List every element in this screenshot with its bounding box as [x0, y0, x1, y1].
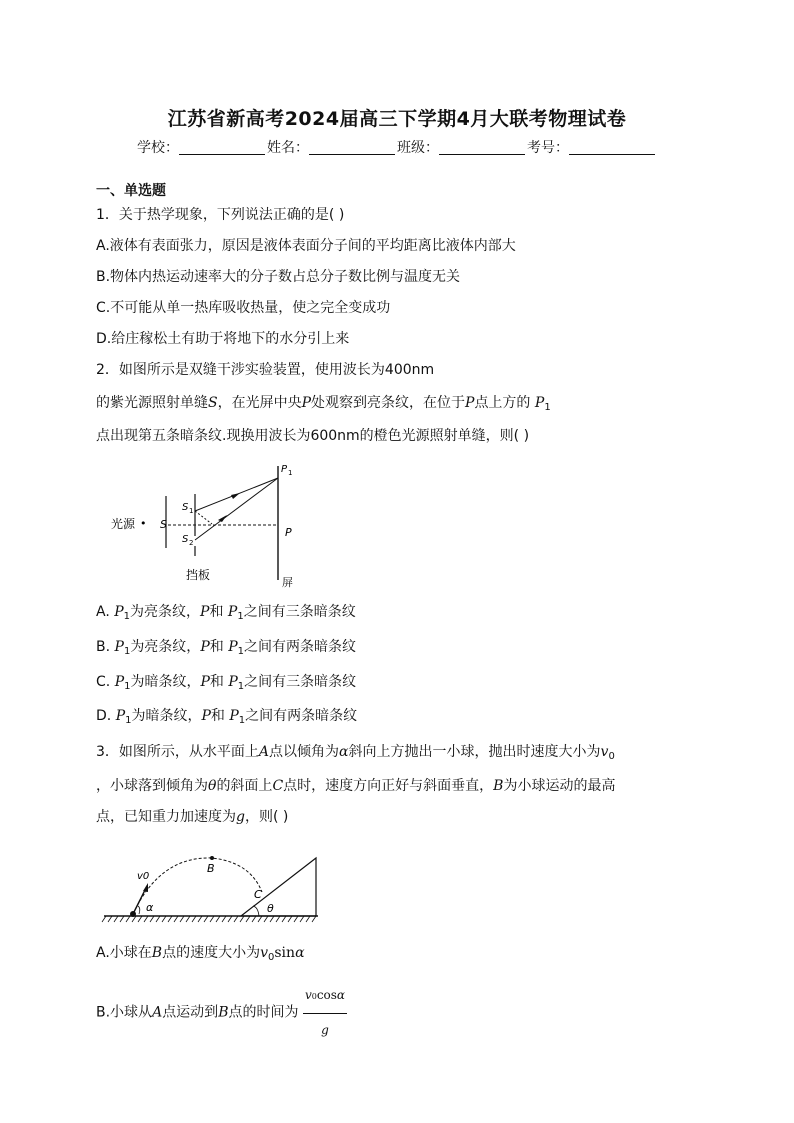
fig-screen-label: 屏	[282, 576, 293, 589]
section-heading: 一、单选题	[96, 183, 166, 199]
q2-option-b: B. $P_1$为亮条纹，P和 $P_1$之间有两条暗条纹	[96, 639, 356, 657]
double-slit-figure	[100, 458, 320, 590]
q3-option-b: B.小球从A点运动到B点的时间为 $\frac{v0\cos\alpha}{g}$	[96, 980, 347, 1045]
svg-text:P: P	[285, 526, 292, 539]
school-blank[interactable]	[179, 140, 265, 155]
svg-text:v0: v0	[137, 871, 150, 882]
q2-option-c: C. $P_1$为暗条纹，P和 $P_1$之间有三条暗条纹	[96, 674, 357, 692]
fig-baffle-label: 挡板	[186, 568, 211, 582]
q2-stem-line1: 2．如图所示是双缝干涉实验装置，使用波长为400nm	[96, 362, 435, 378]
q1-stem: 1．关于热学现象，下列说法正确的是( )	[96, 207, 345, 223]
q3-option-a: A.小球在B点的速度大小为$v_0\sin\alpha$	[96, 945, 305, 963]
q3-stem-line3: 点，已知重力加速度为g，则( )	[96, 809, 289, 825]
school-label: 学校：	[137, 140, 179, 156]
svg-text:α: α	[146, 901, 154, 914]
time-fraction: $\frac{v0\cos\alpha}{g}$	[303, 980, 347, 1045]
projectile-figure	[100, 848, 330, 930]
svg-text:C: C	[254, 888, 262, 901]
q2-option-a: A. $P_1$为亮条纹，P和 $P_1$之间有三条暗条纹	[96, 604, 356, 622]
class-blank[interactable]	[439, 140, 525, 155]
svg-text:1: 1	[288, 469, 293, 477]
q1-option-b: B.物体内热运动速率大的分子数占总分子数比例与温度无关	[96, 269, 461, 285]
q2-option-d: D. $P_1$为暗条纹，P和 $P_1$之间有两条暗条纹	[96, 708, 358, 726]
class-label: 班级：	[397, 140, 439, 156]
q1-option-d: D.给庄稼松土有助于将地下的水分引上来	[96, 331, 350, 347]
svg-text:2: 2	[189, 539, 194, 547]
svg-text:θ: θ	[267, 902, 274, 915]
fig-source-label: 光源	[111, 517, 136, 531]
svg-text:B: B	[207, 862, 215, 875]
student-info-row	[0, 137, 794, 157]
svg-text:1: 1	[189, 507, 194, 515]
ground-hatch	[102, 916, 316, 922]
q2-stem-line2: 的紫光源照射单缝S，在光屏中央P处观察到亮条纹，在位于P点上方的 $P_1$	[96, 395, 551, 413]
svg-text:S: S	[160, 518, 167, 531]
exam-title: 江苏省新高考2024届高三下学期4月大联考物理试卷	[167, 108, 627, 130]
q3-stem-line2: ，小球落到倾角为θ的斜面上C点时，速度方向正好与斜面垂直，B为小球运动的最高	[96, 778, 616, 794]
id-label: 考号：	[527, 140, 569, 156]
svg-text:S: S	[182, 502, 189, 513]
q1-option-c: C.不可能从单一热库吸收热量，使之完全变成功	[96, 300, 391, 316]
name-blank[interactable]	[309, 140, 395, 155]
svg-text:•: •	[140, 517, 147, 530]
svg-text:P: P	[281, 464, 288, 475]
name-label: 姓名：	[267, 140, 309, 156]
id-blank[interactable]	[569, 140, 655, 155]
q2-stem-line3: 点出现第五条暗条纹.现换用波长为600nm的橙色光源照射单缝，则( )	[96, 428, 530, 444]
q3-stem-line1: 3．如图所示，从水平面上A点以倾角为α斜向上方抛出一小球，抛出时速度大小为$v_0$	[96, 744, 615, 762]
q1-option-a: A.液体有表面张力，原因是液体表面分子间的平均距离比液体内部大	[96, 238, 516, 254]
svg-text:S: S	[182, 534, 189, 545]
